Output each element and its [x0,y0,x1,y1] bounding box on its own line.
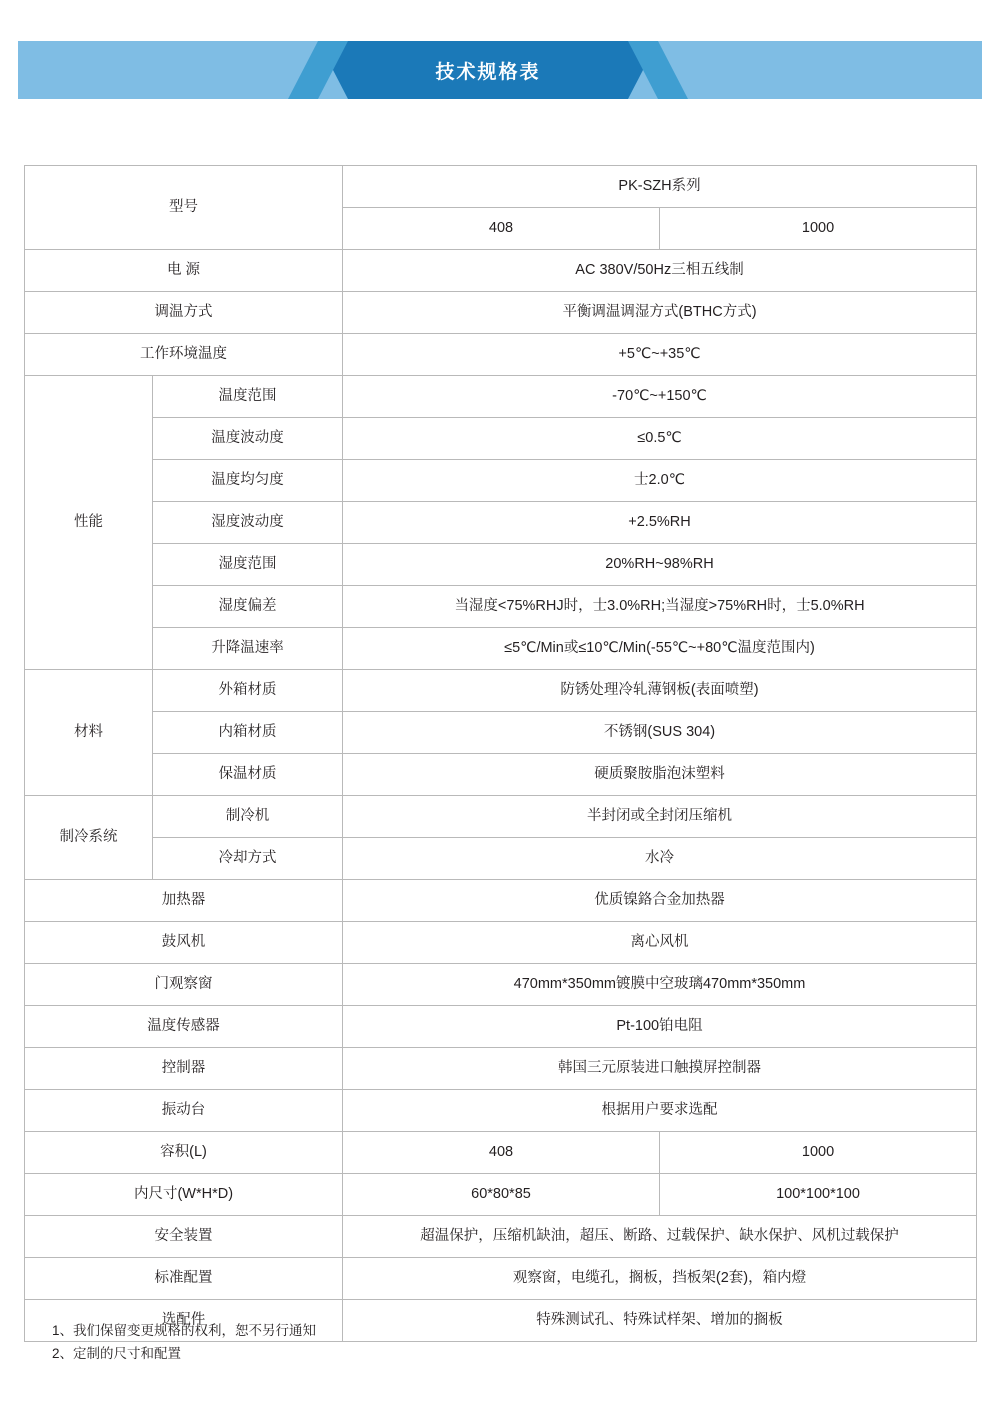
table-row [25,670,977,712]
row-value: 观察窗，电缆孔，搁板，挡板架(2套)，箱内燈 [343,1258,977,1300]
row-value: 硬质聚胺脂泡沫塑料 [343,754,977,796]
table-row [25,754,977,796]
row-label: 控制器 [25,1048,343,1090]
table-row [25,712,977,754]
row-label: 电 源 [25,250,343,292]
row-label: 标准配置 [25,1258,343,1300]
row-value: +2.5%RH [343,502,977,544]
row-label: 工作环境温度 [25,334,343,376]
table-row [25,796,977,838]
row-label: 选配件 [25,1300,343,1342]
table-row [25,1174,977,1216]
row-label: 加热器 [25,880,343,922]
table-row [25,250,977,292]
row-value: 超温保护，压缩机缺油，超压、断路、过载保护、缺水保护、风机过载保护 [343,1216,977,1258]
footnote-1: 1、我们保留变更规格的权利，恕不另行通知 [52,1323,317,1338]
table-row [25,1090,977,1132]
row-value: 水冷 [343,838,977,880]
row-label: 内箱材质 [153,712,343,754]
table-row [25,334,977,376]
row-value: 不锈钢(SUS 304) [343,712,977,754]
row-value: PK-SZH系列 [343,166,977,208]
row-value: 离心风机 [343,922,977,964]
table-row [25,1048,977,1090]
row-label: 保温材质 [153,754,343,796]
row-label: 湿度波动度 [153,502,343,544]
row-value: ≤0.5℃ [343,418,977,460]
table-row [25,628,977,670]
row-value: Pt-100铂电阻 [343,1006,977,1048]
row-value: 平衡调温调湿方式(BTHC方式) [343,292,977,334]
row-value: 470mm*350mm镀膜中空玻璃470mm*350mm [343,964,977,1006]
row-value: 防锈处理冷轧薄钢板(表面喷塑) [343,670,977,712]
table-row [25,586,977,628]
row-value: 当湿度<75%RHJ时，士3.0%RH;当湿度>75%RH时，士5.0%RH [343,586,977,628]
table-row [25,460,977,502]
row-label: 鼓风机 [25,922,343,964]
row-label: 温度波动度 [153,418,343,460]
row-value-right: 1000 [660,1132,977,1174]
row-value-left: 408 [343,1132,660,1174]
row-value: 优质镍鉻合金加热器 [343,880,977,922]
table-row [25,1132,977,1174]
table-row [25,166,977,208]
row-value: 20%RH~98%RH [343,544,977,586]
table-row [25,838,977,880]
row-label: 振动台 [25,1090,343,1132]
spec-sheet [24,165,976,1342]
row-label: 外箱材质 [153,670,343,712]
row-value: 根据用户要求选配 [343,1090,977,1132]
table-row [25,544,977,586]
table-row [25,880,977,922]
row-value: 特殊测试孔、特殊试样架、增加的搁板 [343,1300,977,1342]
row-value-right: 1000 [660,208,977,250]
specification-table [24,165,977,1342]
row-label: 温度范围 [153,376,343,418]
row-value: -70℃~+150℃ [343,376,977,418]
group-label-material: 材料 [25,670,153,796]
row-label: 升降温速率 [153,628,343,670]
row-label: 温度传感器 [25,1006,343,1048]
row-value: +5℃~+35℃ [343,334,977,376]
row-label: 温度均匀度 [153,460,343,502]
table-row [25,1258,977,1300]
table-row [25,922,977,964]
table-row [25,418,977,460]
row-value-left: 60*80*85 [343,1174,660,1216]
table-row [25,376,977,418]
row-value: ≤5℃/Min或≤10℃/Min(-55℃~+80℃温度范围内) [343,628,977,670]
row-label: 制冷机 [153,796,343,838]
page-title: 技术规格表 [435,61,541,83]
footnote-2: 2、定制的尺寸和配置 [52,1345,182,1361]
row-label: 容积(L) [25,1132,343,1174]
row-label: 安全装置 [25,1216,343,1258]
row-label: 内尺寸(W*H*D) [25,1174,343,1216]
group-label-refrigeration: 制冷系统 [25,796,153,880]
row-value-left: 408 [343,208,660,250]
row-label: 湿度范围 [153,544,343,586]
footnotes [52,1320,316,1366]
table-row [25,292,977,334]
row-label: 冷却方式 [153,838,343,880]
row-label: 调温方式 [25,292,343,334]
row-value: 韩国三元原装进口触摸屏控制器 [343,1048,977,1090]
row-value: AC 380V/50Hz三相五线制 [343,250,977,292]
page-header [0,0,1000,120]
table-row [25,1216,977,1258]
table-row [25,502,977,544]
row-label: 湿度偏差 [153,586,343,628]
table-row [25,964,977,1006]
row-label: 门观察窗 [25,964,343,1006]
row-value: 半封闭或全封闭压缩机 [343,796,977,838]
row-value: 士2.0℃ [343,460,977,502]
row-value-right: 100*100*100 [660,1174,977,1216]
table-row [25,1006,977,1048]
group-label-performance: 性能 [25,376,153,670]
row-label: 型号 [25,166,343,250]
